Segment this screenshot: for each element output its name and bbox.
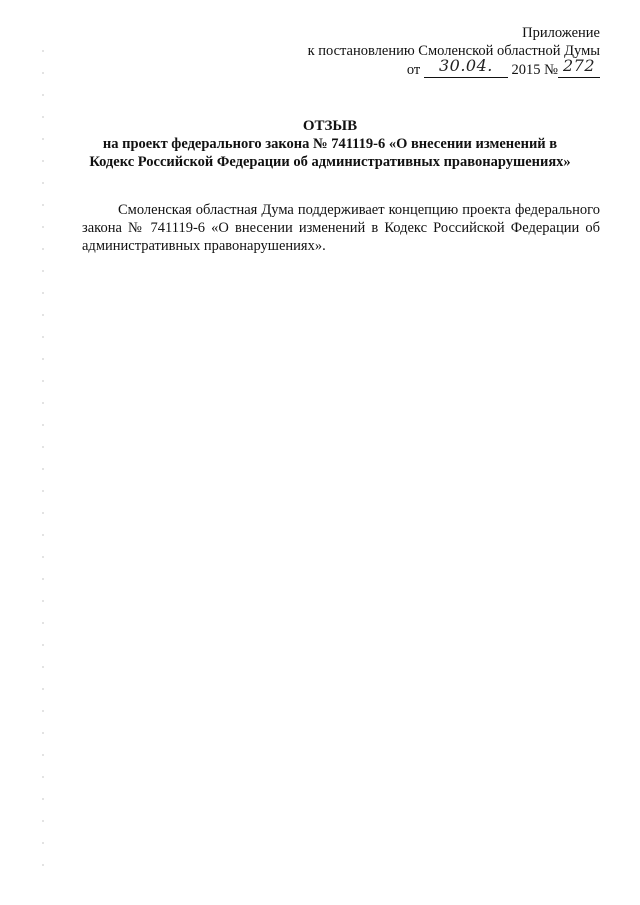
title-line-1: на проект федерального закона № 741119-6 «О внесении изменений в (102, 136, 558, 152)
handwritten-number: 272 (562, 56, 596, 75)
date-number-line (308, 56, 600, 79)
handwritten-date: 30.04. (438, 56, 493, 75)
date-fill-line (424, 56, 508, 78)
body-paragraph: Смоленская областная Дума поддерживает концепцию проекта федерального закона № 741119-6 «О внесении изменений в Кодекс Российской Федерации об административных правонарушениях». (82, 202, 600, 254)
title-line-2: Кодекс Российской Федерации об административных правонарушениях» (89, 154, 571, 170)
title-main: ОТЗЫВ (302, 118, 358, 134)
year-number-label: 2015 № (511, 62, 558, 78)
scan-margin-specks (40, 40, 46, 880)
document-title (60, 117, 600, 171)
appendix-header (308, 24, 600, 79)
resolution-reference: к постановлению Смоленской областной Думы (307, 43, 600, 59)
number-fill-line (558, 56, 600, 78)
from-label: от (406, 62, 421, 78)
appendix-label: Приложение (522, 25, 600, 41)
